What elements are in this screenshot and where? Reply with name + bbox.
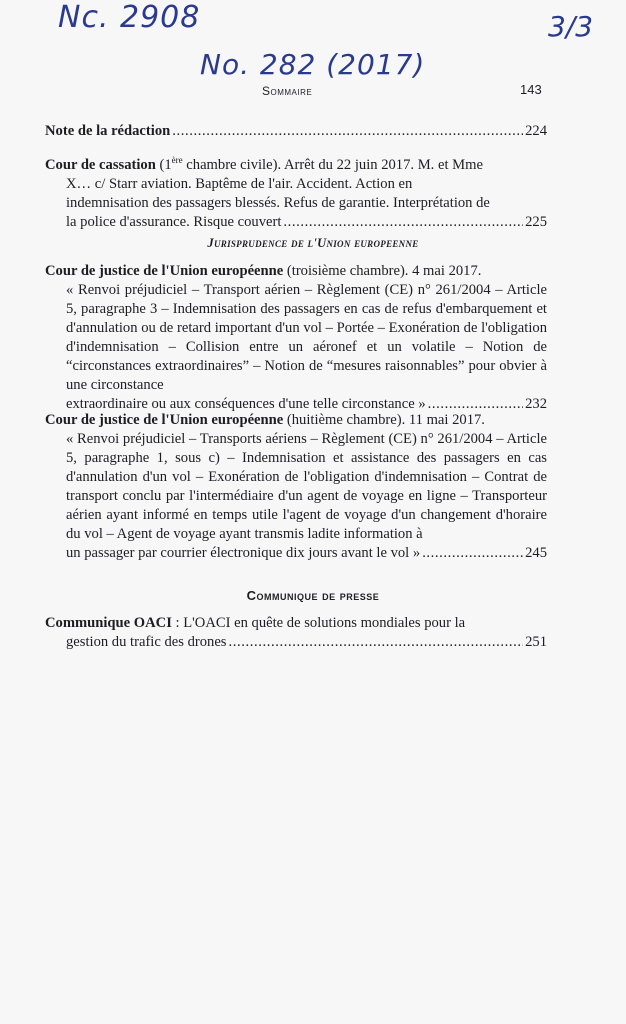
toc-entry-oaci <box>45 614 547 652</box>
entry-first-line <box>45 151 547 175</box>
entry-page: 245 <box>525 545 547 561</box>
handwritten-issue-number: No. 282 (2017) <box>200 48 426 81</box>
entry-text: : L'OACI en quête de solutions mondiales pour la <box>171 615 466 631</box>
toc-entry-cjue-1 <box>45 262 547 414</box>
entry-text: gestion du trafic des drones <box>66 634 227 650</box>
toc-line <box>45 544 547 563</box>
section-title-communique: Communique de presse <box>246 588 380 603</box>
entry-text: chambre civile). Arrêt du 22 juin 2017. M. et Mme <box>182 156 483 173</box>
entry-lead: Cour de justice de l'Union européenne <box>45 263 284 279</box>
toc-entry-cjue-2 <box>45 411 547 563</box>
entry-lead: Cour de cassation <box>45 156 156 173</box>
handwritten-page-count: 3/3 <box>548 10 594 43</box>
entry-text: (1 <box>155 156 172 173</box>
entry-line: X… c/ Starr aviation. Baptême de l'air. Accident. Action en <box>66 175 413 192</box>
entry-text: la police d'assurance. Risque couvert <box>66 213 282 230</box>
entry-first-line <box>45 411 547 430</box>
entry-superscript: ère <box>171 155 183 165</box>
entry-text: extraordinaire ou aux conséquences d'une telle circonstance » <box>66 396 426 412</box>
toc-line <box>45 633 547 652</box>
entry-page: 251 <box>525 634 547 650</box>
entry-lead: Communique OACI <box>45 615 172 631</box>
entry-page: 232 <box>525 396 547 412</box>
entry-body: « Renvoi préjudiciel – Transport aérien – Règlement (CE) n° 261/2004 – Article 5, paragraphe 3 – Indemnisation des passagers en cas de refus d'embarquement et d'annulation ou de retard important d'un vol – Portée – Exonération de l'obligation d'indemnisation – Collision entre un aéronef et un volatile – Notion de “circonstances extraordinaires” – Notion de “mesures raisonnables” pour obvier à une circonstance <box>66 282 547 393</box>
entry-page: 224 <box>525 123 547 139</box>
entry-body: « Renvoi préjudiciel – Transports aériens – Règlement (CE) n° 261/2004 – Article 5, paragraphe 1, sous c) – Indemnisation et assistance des passagers en cas d'annulation d'un vol – Exonération de l'obligation d'indemnisation – Contrat de transport conclu par l'intermédiaire d'un agent de voyage en ligne – Transporteur aérien ayant informé en temps utile l'agent de voyage d'un changement d'horaire du vol – Agent de voyage ayant transmis ladite information à <box>66 431 547 542</box>
entry-lead: Cour de justice de l'Union européenne <box>45 412 284 428</box>
toc-line <box>45 122 547 141</box>
section-title-jurisprudence: Jurisprudence de l'Union europeenne <box>207 236 419 250</box>
entry-lead: Note de la rédaction <box>45 123 171 139</box>
entry-text: (huitième chambre). 11 mai 2017. <box>283 412 485 428</box>
toc-entry-note <box>45 122 547 141</box>
handwritten-reference: Nc. 2908 <box>58 0 201 35</box>
entry-text: un passager par courrier électronique dix jours avant le vol » <box>66 545 421 561</box>
entry-first-line <box>45 262 547 281</box>
page-title: Sommaire <box>262 84 313 98</box>
dot-leader <box>422 544 523 563</box>
dot-leader <box>172 122 523 141</box>
entry-text: (troisième chambre). 4 mai 2017. <box>283 263 482 279</box>
entry-first-line <box>45 614 547 633</box>
page-number: 143 <box>520 82 542 97</box>
dot-leader <box>283 213 523 232</box>
toc-entry-cassation <box>45 151 547 232</box>
toc-line <box>45 213 547 232</box>
entry-line: indemnisation des passagers blessés. Refus de garantie. Interprétation de <box>66 194 490 211</box>
entry-page: 225 <box>525 213 547 230</box>
dot-leader <box>229 633 524 652</box>
